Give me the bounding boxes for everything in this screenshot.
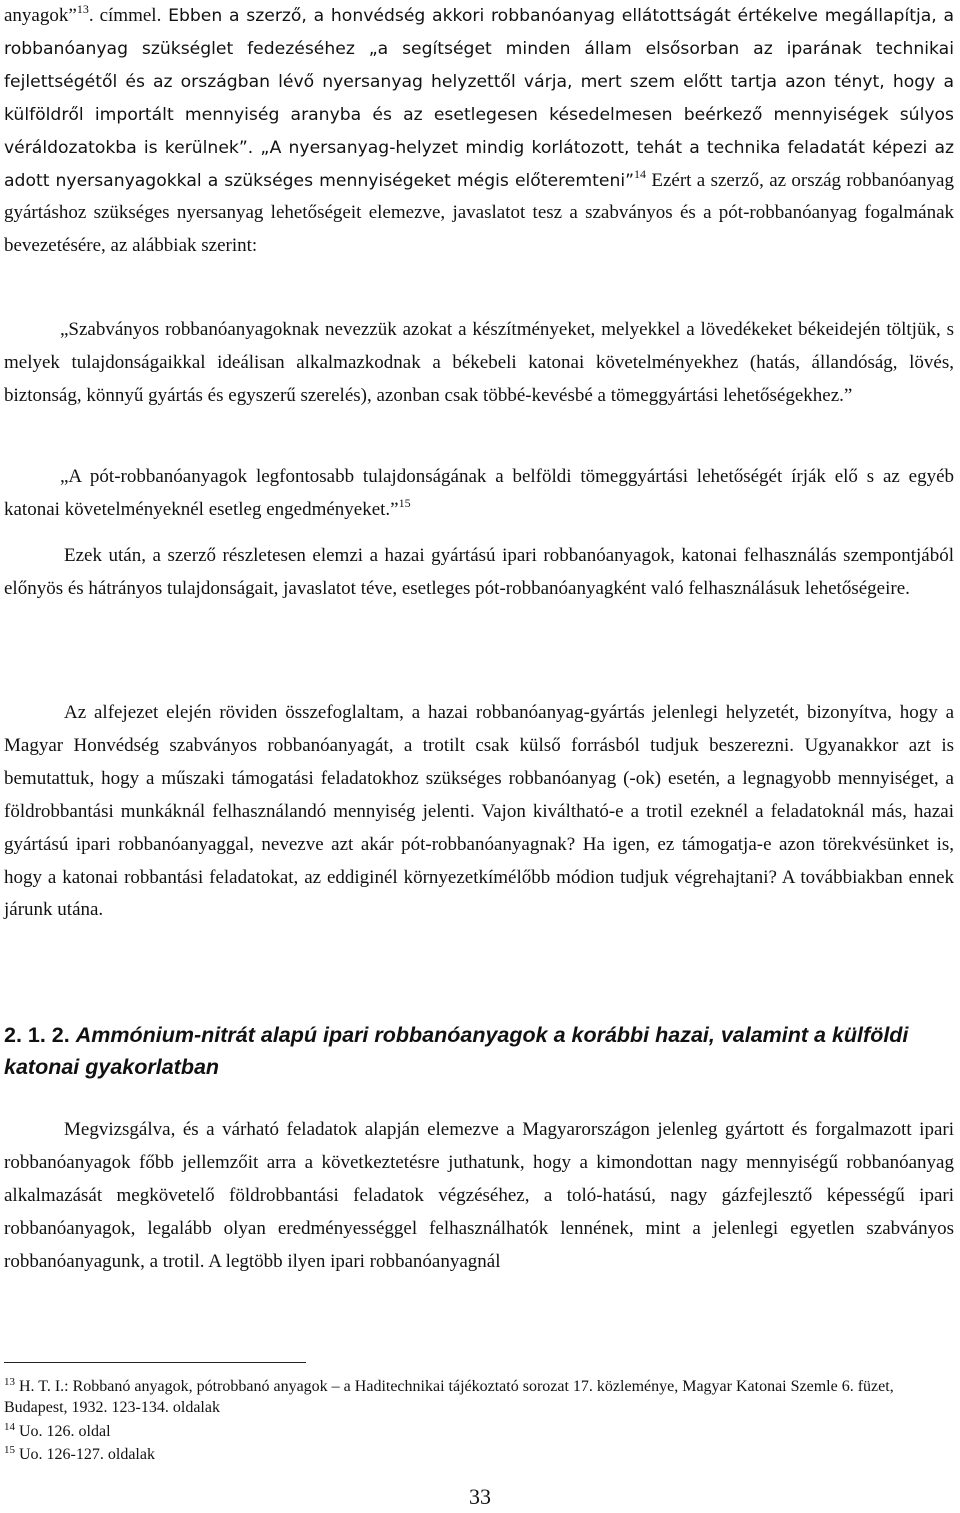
paragraph-3-quote bbox=[4, 461, 954, 527]
footnote-ref-15[interactable]: 15 bbox=[398, 495, 411, 510]
footnote-13-text: H. T. I.: Robbanó anyagok, pótrobbanó anyagok – a Haditechnikai tájékoztató sorozat 17. közleménye, Magyar Katonai Szemle 6. füzet, Budapest, 1932. 123-134. oldalak bbox=[4, 1378, 894, 1416]
p1-lead: anyagok” bbox=[4, 5, 77, 26]
footnote-15 bbox=[4, 1444, 954, 1465]
footnote-ref-14[interactable]: 14 bbox=[634, 166, 647, 181]
section-heading bbox=[4, 1019, 954, 1083]
paragraph-4: Ezek után, a szerző részletesen elemzi a hazai gyártású ipari robbanóanyagok, katonai felhasználás szempontjából előnyös és hátrányos tulajdonságait, javaslatot téve, esetleges pót-robbanóanyagként való felhasználásuk lehetőségeire. bbox=[4, 545, 954, 599]
p1-lead-end: . címmel. bbox=[88, 5, 162, 26]
section-title: Ammónium-nitrát alapú ipari robbanóanyagok a korábbi hazai, valamint a külföldi katonai gyakorlatban bbox=[4, 1023, 909, 1079]
page-number: 33 bbox=[469, 1484, 491, 1509]
footnote-15-number: 15 bbox=[4, 1444, 15, 1456]
p3-text: „A pót-robbanóanyagok legfontosabb tulajdonságának a belföldi tömeggyártási lehetőségét írják elő s az egyéb katonai követelményeknél esetleg engedményeket.” bbox=[4, 466, 954, 520]
paragraph-2-quote: „Szabványos robbanóanyagoknak nevezzük azokat a készítményeket, melyekkel a lövedékeket békeidején töltjük, s melyek tulajdonságaikkal ideálisan alkalmazkodnak a békebeli katonai követelményekhez (hatás, állandóság, lövés, biztonság, könnyű gyártás és egyszerű szerelés), azonban csak többé-kevésbé a tömeggyártási lehetőségekhez.” bbox=[4, 319, 954, 406]
footnote-15-text: Uo. 126-127. oldalak bbox=[19, 1446, 155, 1463]
p1-quote-1: Ebben a szerző, a honvédség akkori robbanóanyag ellátottságát értékelve megállapítja, a robbanóanyag szükséglet fedezéséhez „a segítséget minden állam elsősorban az iparának technikai fejlettségétől és az országban lévő nyersanyag helyzettől várja, mert szem előtt tartja azon tényt, hogy a külföldről importált mennyiség aranyba és az esetlegesen késedelmesen beérkező mennyiségek súlyos véráldozatokba is kerülnek”. bbox=[4, 6, 955, 158]
p1-quote-2: „A nyersanyag-helyzet mindig korlátozott, tehát a technika feladatát képezi az adott nyersanyagokkal a szükséges mennyiségeket mégis előteremteni” bbox=[4, 137, 954, 191]
section-number: 2. 1. 2. bbox=[4, 1023, 70, 1047]
footnote-14-text: Uo. 126. oldal bbox=[19, 1423, 111, 1440]
footnote-14 bbox=[4, 1421, 954, 1442]
footnote-13-number: 13 bbox=[4, 1376, 15, 1388]
footnote-separator bbox=[4, 1362, 306, 1363]
footnote-13 bbox=[4, 1376, 954, 1418]
p1-tail: Ezért a szerző, az ország robbanóanyag gyártáshoz szükséges nyersanyag lehetőségeit elemezve, javaslatot tesz a szabványos és a pót-robbanóanyag fogalmának bevezetésére, az alábbiak szerint: bbox=[4, 169, 954, 257]
paragraph-1 bbox=[4, 0, 954, 263]
paragraph-6: Megvizsgálva, és a várható feladatok alapján elemezve a Magyarországon jelenleg gyártott és forgalmazott ipari robbanóanyagok főbb jellemzőit arra a következtetésre juthatunk, hogy a kimondottan nagy mennyiségű robbanóanyag alkalmazását megkövetelő földrobbantási feladatok végzéséhez, a toló-hatású, nagy gázfejlesztő képességű ipari robbanóanyagok, legalább olyan eredményességgel felhasználhatók lennének, mint a jelenlegi egyetlen szabványos robbanóanyagunk, a trotil. A legtöbb ilyen ipari robbanóanyagnál bbox=[4, 1119, 954, 1272]
footnote-ref-13[interactable]: 13 bbox=[76, 2, 89, 16]
paragraph-5: Az alfejezet elején röviden összefoglaltam, a hazai robbanóanyag-gyártás jelenlegi helyzetét, bizonyítva, hogy a Magyar Honvédség szabványos robbanóanyagát, a trotilt csak külső forrásból tudjuk beszerezni. Ugyanakkor azt is bemutattuk, hogy a műszaki támogatási feladatokhoz szükséges robbanóanyag (-ok) esetén, a legnagyobb mennyiséget, a földrobbantási munkáknál felhasználandó mennyiség jelenti. Vajon kiváltható-e a trotil ezeknél a feladatoknál más, hazai gyártású ipari robbanóanyaggal, nevezve azt akár pót-robbanóanyagnak? Ha igen, ez támogatja-e azon törekvésünket is, hogy a katonai robbantási feladatokat, az eddiginél környezetkímélőbb módion tudjuk végrehajtani? A továbbiakban ennek járunk utána. bbox=[4, 702, 954, 921]
footnote-14-number: 14 bbox=[4, 1421, 15, 1433]
